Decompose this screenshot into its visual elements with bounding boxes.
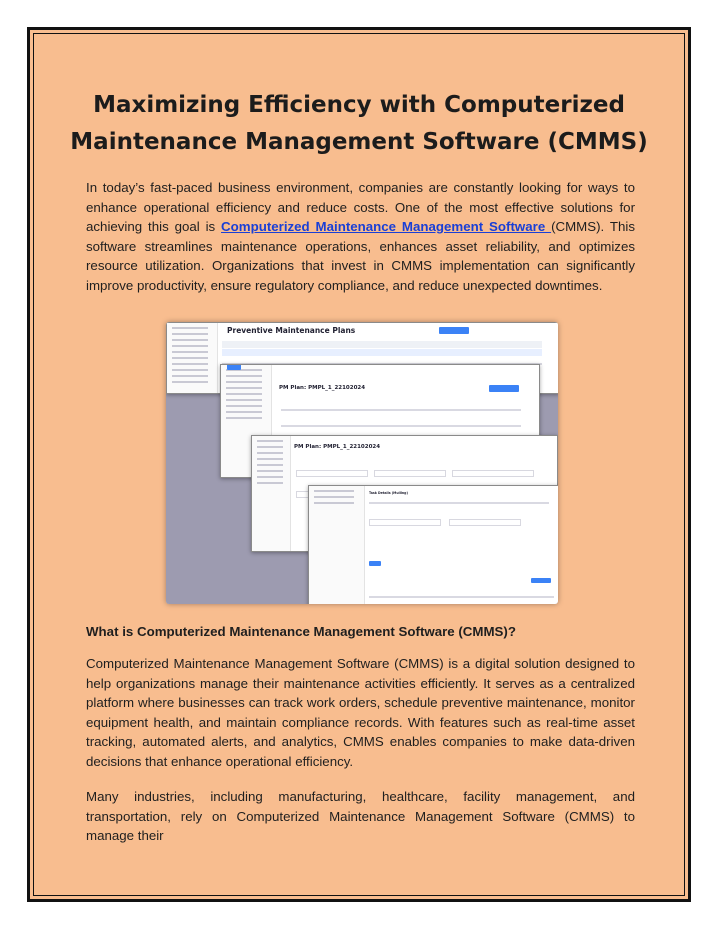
screenshot-form-line	[281, 409, 521, 411]
screenshot-small-button	[369, 561, 381, 566]
paragraph-industries: Many industries, including manufacturing, healthcare, facility management, and transportation, rely on Computerized Maintenance Management Software (CMMS) to manage their	[86, 789, 635, 844]
screenshot-input	[452, 470, 534, 477]
screenshot-sidebar	[167, 323, 218, 393]
screenshot-window-title: Preventive Maintenance Plans	[227, 326, 356, 335]
document-page	[27, 27, 691, 902]
screenshot-small-button	[227, 364, 241, 370]
screenshot-input	[296, 470, 368, 477]
screenshot-form-line	[281, 425, 521, 427]
section-heading: What is Computerized Maintenance Management Software (CMMS)?	[86, 624, 516, 639]
screenshot-window-title: Task Details (Mulling)	[369, 491, 408, 495]
screenshot-window-title: PM Plan: PMPL_1_22102024	[279, 385, 366, 391]
screenshot-action-button	[489, 385, 519, 392]
screenshot-input	[374, 470, 446, 477]
screenshot-input	[369, 519, 441, 526]
screenshot-window-task-details	[308, 485, 558, 604]
cmms-link[interactable]: Computerized Maintenance Management Software	[221, 219, 552, 235]
screenshot-tab-line	[369, 502, 549, 504]
document-title: Maximizing Efficiency with Computerized Maintenance Management Software (CMMS)	[70, 92, 648, 155]
screenshot-table-line	[369, 596, 554, 598]
screenshot-sidebar	[252, 436, 291, 551]
screenshot-table-header	[222, 341, 542, 348]
screenshot-add-button	[531, 578, 551, 583]
screenshot-window-title: PM Plan: PMPL_1_22102024	[294, 444, 381, 450]
screenshot-sidebar	[309, 486, 365, 604]
screenshot-input	[449, 519, 521, 526]
screenshot-add-button	[439, 327, 469, 334]
screenshot-table-row	[222, 349, 542, 356]
cmms-screenshot-figure	[166, 322, 558, 604]
paragraph-what-is-cmms: Computerized Maintenance Management Software (CMMS) is a digital solution designed to help organizations manage their maintenance activities efficiently. It serves as a centralized platform where businesses can track work orders, schedule preventive maintenance, monitor equipment health, and maintain compliance records. With features such as real-time asset tracking, automated alerts, and analytics, CMMS enables companies to make data-driven decisions that enhance operational efficiency.	[86, 656, 635, 769]
intro-text-before-link: In today’s fast-paced business environment, companies are constantly looking for ways to enhance operational efficiency and reduce costs. One of the most effective solutions for achieving this goal is	[86, 180, 635, 235]
intro-paragraph	[86, 178, 635, 296]
intro-text-after-link: (CMMS). This software streamlines maintenance operations, enhances asset reliability, and optimizes resource utilization. Organizations that invest in CMMS implementation can significantly improve productivity, ensure regulatory compliance, and reduce unexpected downtimes.	[86, 219, 635, 293]
